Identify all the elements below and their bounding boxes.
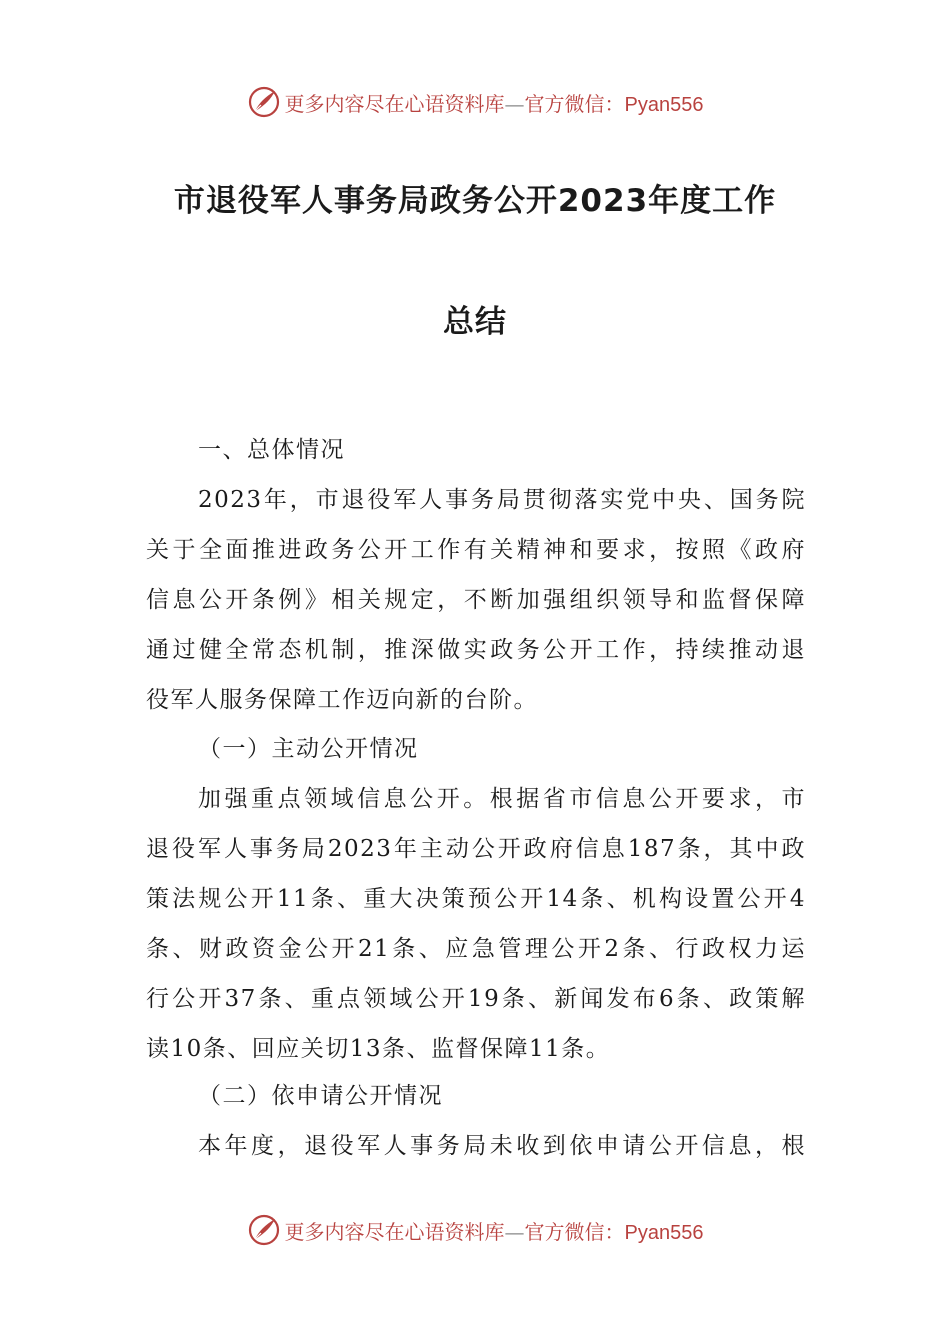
paragraph-line: 行公开37条、重点领域公开19条、新闻发布6条、政策解: [146, 986, 806, 1012]
banner-main-text: 更多内容尽在心语资料库: [284, 1219, 505, 1244]
paragraph-line: 退役军人事务局2023年主动公开政府信息187条，其中政: [146, 836, 806, 862]
paragraph-overview: [146, 475, 806, 725]
quill-pen-logo-icon: [247, 85, 281, 119]
banner-text: [285, 88, 704, 117]
paragraph-line: 加强重点领域信息公开。根据省市信息公开要求，市: [198, 786, 806, 812]
top-banner: [0, 82, 950, 122]
paragraph-line: 策法规公开11条、重大决策预公开14条、机构设置公开4: [146, 886, 806, 912]
paragraph-line: 本年度，退役军人事务局未收到依申请公开信息，根: [198, 1133, 806, 1159]
banner-separator: —: [504, 1219, 525, 1244]
paragraph-line: 通过健全常态机制，推深做实政务公开工作，持续推动退: [146, 637, 806, 663]
banner-wechat-id: Pyan556: [624, 93, 704, 116]
paragraph-line: 条、财政资金公开21条、应急管理公开2条、行政权力运: [146, 936, 806, 962]
banner-separator: —: [504, 91, 525, 116]
quill-pen-logo-icon: [247, 1213, 281, 1247]
section-heading-on-request: （二）依申请公开情况: [198, 1083, 443, 1109]
section-heading-overview: 一、总体情况: [198, 437, 345, 463]
paragraph-line: 2023年，市退役军人事务局贯彻落实党中央、国务院: [198, 487, 806, 513]
paragraph-line: 读10条、回应关切13条、监督保障11条。: [146, 1036, 611, 1062]
banner-wechat-id: Pyan556: [624, 1221, 704, 1244]
paragraph-line: 关于全面推进政务公开工作有关精神和要求，按照《政府: [146, 537, 806, 563]
bottom-banner: [0, 1210, 950, 1250]
page-title-line-1: 市退役军人事务局政务公开2023年度工作: [173, 183, 777, 219]
banner-main-text: 更多内容尽在心语资料库: [284, 91, 505, 116]
banner-official-label: 官方微信：: [524, 91, 625, 116]
paragraph-line: 役军人服务保障工作迈向新的台阶。: [146, 687, 538, 713]
section-heading-proactive: （一）主动公开情况: [198, 736, 419, 762]
paragraph-on-request: [146, 1121, 806, 1171]
paragraph-line: 信息公开条例》相关规定，不断加强组织领导和监督保障: [146, 587, 806, 613]
banner-text: [285, 1216, 704, 1245]
page-title-line-2: 总结: [443, 304, 507, 340]
banner-official-label: 官方微信：: [524, 1219, 625, 1244]
paragraph-proactive: [146, 774, 806, 1074]
